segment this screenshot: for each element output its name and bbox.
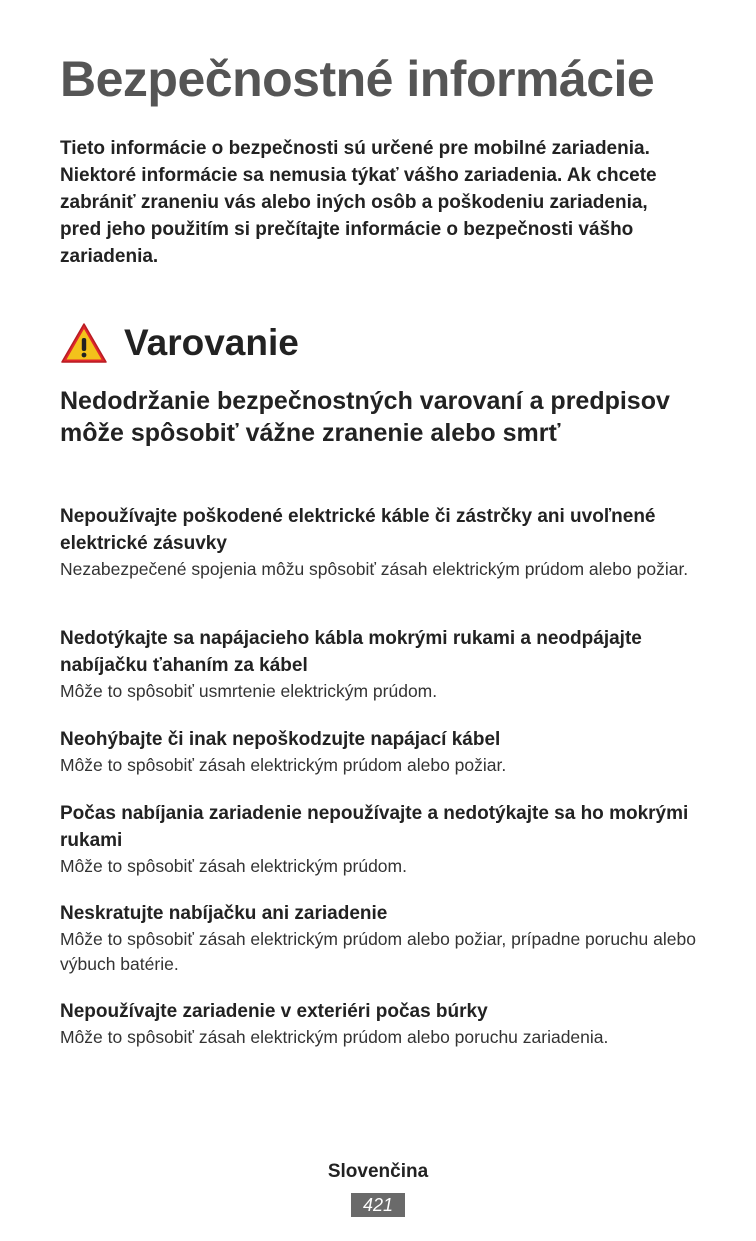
item-text: Môže to spôsobiť zásah elektrickým prúdom.	[60, 856, 407, 876]
item-text: Môže to spôsobiť usmrtenie elektrickým prúdom.	[60, 681, 438, 701]
list-item	[60, 900, 700, 977]
list-item	[60, 800, 700, 879]
item-heading: Nedotýkajte sa napájacieho kábla mokrými rukami a neodpájajte nabíjačku ťahaním za kábel	[60, 628, 642, 676]
warning-subheading: Nedodržanie bezpečnostných varovaní a predpisov môže spôsobiť vážne zranenie alebo smrť	[60, 387, 670, 447]
item-heading: Nepoužívajte poškodené elektrické káble či zástrčky ani uvoľnené elektrické zásuvky	[60, 506, 656, 554]
list-item	[60, 503, 700, 582]
item-text: Môže to spôsobiť zásah elektrickým prúdom alebo poruchu zariadenia.	[60, 1027, 609, 1047]
page-title: Bezpečnostné informácie	[60, 51, 655, 107]
list-item	[60, 625, 700, 704]
item-heading: Nepoužívajte zariadenie v exteriéri počas búrky	[60, 1001, 488, 1022]
item-heading: Neskratujte nabíjačku ani zariadenie	[60, 903, 388, 924]
item-heading: Neohýbajte či inak nepoškodzujte napájací kábel	[60, 729, 501, 750]
item-text: Môže to spôsobiť zásah elektrickým prúdom alebo požiar, prípadne poruchu alebo výbuch batérie.	[60, 929, 696, 974]
intro-paragraph: Tieto informácie o bezpečnosti sú určené pre mobilné zariadenia. Niektoré informácie sa nemusia týkať vášho zariadenia. Ak chcete zabrániť zraneniu vás alebo iných osôb a poškodeniu zariadenia, pred jeho použitím si prečítajte informácie o bezpečnosti vášho zariadenia.	[60, 138, 657, 267]
page-number: 421	[351, 1193, 405, 1217]
item-text: Môže to spôsobiť zásah elektrickým prúdom alebo požiar.	[60, 755, 507, 775]
warning-heading-text: Varovanie	[124, 322, 299, 363]
warning-triangle-icon	[60, 322, 108, 364]
warning-section-heading	[60, 322, 299, 364]
list-item	[60, 726, 700, 778]
footer-language: Slovenčina	[327, 1161, 429, 1182]
list-item	[60, 998, 700, 1050]
item-text: Nezabezpečené spojenia môžu spôsobiť zásah elektrickým prúdom alebo požiar.	[60, 559, 689, 579]
item-heading: Počas nabíjania zariadenie nepoužívajte a nedotýkajte sa ho mokrými rukami	[60, 803, 689, 851]
